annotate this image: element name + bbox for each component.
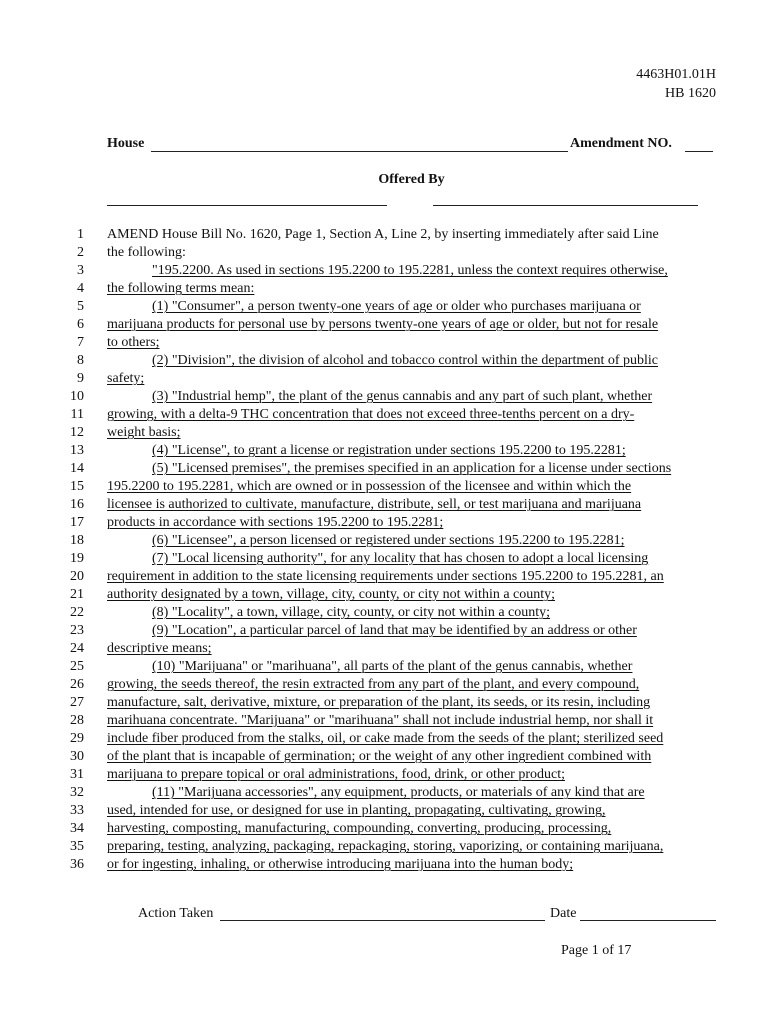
- text-line: [0, 586, 770, 604]
- text-line: [0, 802, 770, 820]
- line-text: products in accordance with sections 195.2200 to 195.2281;: [107, 515, 444, 530]
- line-text: (7) "Local licensing authority", for any locality that has chosen to adopt a local licensing: [152, 551, 649, 566]
- text-line: [0, 352, 770, 370]
- text-line: [0, 748, 770, 766]
- text-line: [0, 766, 770, 784]
- line-text: marijuana to prepare topical or oral administrations, food, drink, or other product;: [107, 767, 565, 782]
- line-text: include fiber produced from the stalks, oil, or cake made from the seeds of the plant; sterilized seed: [107, 731, 664, 746]
- line-text: (4) "License", to grant a license or registration under sections 195.2200 to 195.2281;: [152, 443, 626, 458]
- line-number: 25: [70, 659, 84, 674]
- line-number: 24: [70, 641, 84, 656]
- line-number: 9: [77, 371, 84, 386]
- line-number: 23: [70, 623, 84, 638]
- house-amendment-row: [107, 136, 717, 156]
- line-text: (1) "Consumer", a person twenty-one years of age or older who purchases marijuana or: [152, 299, 641, 314]
- line-number: 29: [70, 731, 84, 746]
- line-number: 7: [77, 335, 84, 350]
- text-line: [0, 838, 770, 856]
- line-number: 15: [70, 479, 84, 494]
- line-text: manufacture, salt, derivative, mixture, or preparation of the plant, its seeds, or its resin, including: [107, 695, 651, 710]
- offered-by-signature-line-left: [107, 205, 387, 206]
- text-line: [0, 424, 770, 442]
- line-number: 10: [70, 389, 84, 404]
- text-line: [0, 604, 770, 622]
- text-line: [0, 460, 770, 478]
- line-text: "195.2200. As used in sections 195.2200 to 195.2281, unless the context requires otherwise,: [152, 263, 668, 278]
- line-text: of the plant that is incapable of germination; or the weight of any other ingredient combined with: [107, 749, 652, 764]
- page-number: Page 1 of 17: [561, 943, 632, 958]
- text-line: [0, 820, 770, 838]
- line-text: authority designated by a town, village, city, county, or city not within a county;: [107, 587, 556, 602]
- line-number: 6: [77, 317, 84, 332]
- line-text: harvesting, composting, manufacturing, compounding, converting, producing, processing,: [107, 821, 612, 836]
- text-line: [0, 640, 770, 658]
- line-text: (6) "Licensee", a person licensed or registered under sections 195.2200 to 195.2281;: [152, 533, 625, 548]
- text-line: [0, 514, 770, 532]
- bill-number: HB 1620: [665, 86, 716, 101]
- line-text: (3) "Industrial hemp", the plant of the genus cannabis and any part of such plant, whether: [152, 389, 653, 404]
- offered-by-signature-line-right: [433, 205, 698, 206]
- text-line: [0, 316, 770, 334]
- text-line: [0, 856, 770, 874]
- line-number: 28: [70, 713, 84, 728]
- line-text: marihuana concentrate. "Marijuana" or "marihuana" shall not include industrial hemp, nor shall it: [107, 713, 654, 728]
- line-number: 31: [70, 767, 84, 782]
- offered-by-label: Offered By: [378, 172, 445, 187]
- text-line: [0, 226, 770, 244]
- line-number: 3: [77, 263, 84, 278]
- text-line: [0, 244, 770, 262]
- line-text: safety;: [107, 371, 145, 386]
- line-text: (8) "Locality", a town, village, city, county, or city not within a county;: [152, 605, 551, 620]
- line-text: (5) "Licensed premises", the premises specified in an application for a license under sections: [152, 461, 672, 476]
- line-number: 26: [70, 677, 84, 692]
- line-text: 195.2200 to 195.2281, which are owned or in possession of the licensee and within which the: [107, 479, 632, 494]
- text-line: [0, 712, 770, 730]
- text-line: [0, 676, 770, 694]
- text-line: [0, 334, 770, 352]
- text-line: [0, 550, 770, 568]
- line-number: 5: [77, 299, 84, 314]
- line-number: 17: [70, 515, 84, 530]
- amendment-number-label: Amendment NO.: [570, 136, 672, 151]
- line-number: 35: [70, 839, 84, 854]
- line-number: 2: [77, 245, 84, 260]
- line-number: 32: [70, 785, 84, 800]
- line-number: 33: [70, 803, 84, 818]
- line-text: growing, with a delta-9 THC concentration that does not exceed three-tenths percent on a dry-: [107, 407, 635, 422]
- action-taken-blank-line: [220, 920, 545, 921]
- line-number: 36: [70, 857, 84, 872]
- text-line: [0, 262, 770, 280]
- text-line: [0, 730, 770, 748]
- line-text: (9) "Location", a particular parcel of land that may be identified by an address or other: [152, 623, 637, 638]
- action-taken-label: Action Taken: [138, 906, 214, 921]
- text-line: [0, 280, 770, 298]
- text-line: [0, 694, 770, 712]
- text-line: [0, 496, 770, 514]
- house-label: House: [107, 136, 145, 151]
- line-text: (2) "Division", the division of alcohol and tobacco control within the department of public: [152, 353, 658, 368]
- line-number: 20: [70, 569, 84, 584]
- text-line: [0, 388, 770, 406]
- line-number: 19: [70, 551, 84, 566]
- line-number: 8: [77, 353, 84, 368]
- line-text: AMEND House Bill No. 1620, Page 1, Section A, Line 2, by inserting immediately after said Line: [107, 227, 659, 242]
- line-number: 13: [70, 443, 84, 458]
- text-line: [0, 532, 770, 550]
- line-text: weight basis;: [107, 425, 181, 440]
- house-blank-line: [151, 151, 568, 152]
- line-text: the following:: [107, 245, 186, 260]
- text-line: [0, 298, 770, 316]
- text-line: [0, 442, 770, 460]
- date-blank-line: [580, 920, 716, 921]
- text-line: [0, 478, 770, 496]
- line-text: (11) "Marijuana accessories", any equipment, products, or materials of any kind that are: [152, 785, 645, 800]
- line-text: requirement in addition to the state licensing requirements under sections 195.2200 to 195.2281, an: [107, 569, 664, 584]
- text-line: [0, 406, 770, 424]
- text-line: [0, 622, 770, 640]
- action-taken-row: [138, 906, 718, 926]
- line-number: 14: [70, 461, 84, 476]
- line-text: preparing, testing, analyzing, packaging, repackaging, storing, vaporizing, or containing marijuana,: [107, 839, 664, 854]
- line-number: 34: [70, 821, 84, 836]
- document-code: 4463H01.01H: [636, 67, 716, 82]
- line-number: 22: [70, 605, 84, 620]
- line-text: descriptive means;: [107, 641, 212, 656]
- text-line: [0, 370, 770, 388]
- line-text: growing, the seeds thereof, the resin extracted from any part of the plant, and every compound,: [107, 677, 640, 692]
- line-text: (10) "Marijuana" or "marihuana", all parts of the plant of the genus cannabis, whether: [152, 659, 633, 674]
- date-label: Date: [550, 906, 577, 921]
- line-number: 30: [70, 749, 84, 764]
- line-text: licensee is authorized to cultivate, manufacture, distribute, sell, or test marijuana and marijuana: [107, 497, 642, 512]
- line-number: 21: [70, 587, 84, 602]
- amendment-number-blank: [685, 151, 713, 152]
- line-number: 18: [70, 533, 84, 548]
- amendment-text: [0, 226, 770, 874]
- line-text: to others;: [107, 335, 160, 350]
- text-line: [0, 784, 770, 802]
- line-number: 1: [77, 227, 84, 242]
- line-text: the following terms mean:: [107, 281, 255, 296]
- text-line: [0, 568, 770, 586]
- line-number: 27: [70, 695, 84, 710]
- line-number: 4: [77, 281, 84, 296]
- line-text: marijuana products for personal use by persons twenty-one years of age or older, but not for resale: [107, 317, 659, 332]
- line-number: 16: [70, 497, 84, 512]
- line-text: used, intended for use, or designed for use in planting, propagating, cultivating, growing,: [107, 803, 606, 818]
- line-text: or for ingesting, inhaling, or otherwise introducing marijuana into the human body;: [107, 857, 574, 872]
- line-number: 11: [70, 407, 84, 422]
- document-header: [636, 65, 716, 103]
- text-line: [0, 658, 770, 676]
- line-number: 12: [70, 425, 84, 440]
